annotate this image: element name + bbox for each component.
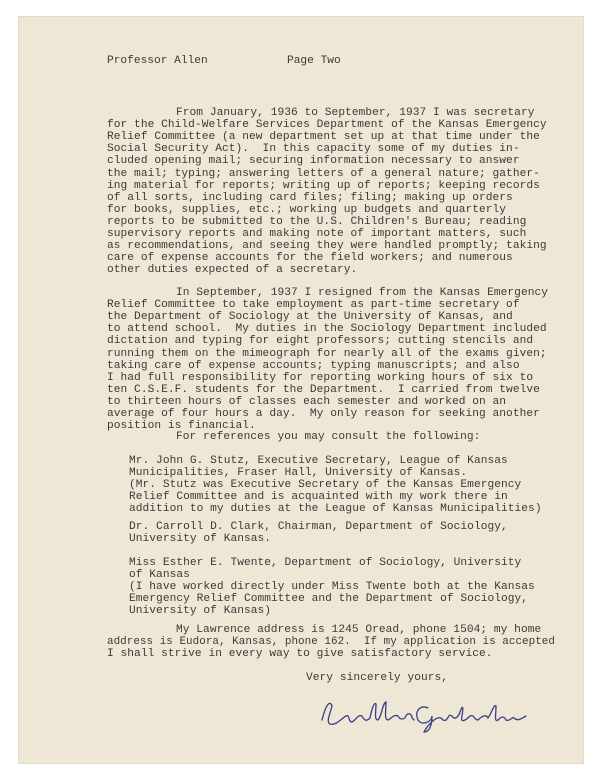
- text-line: In September, 1937 I resigned from the Kansas Emergency: [176, 287, 548, 299]
- text-line: the Department of Sociology at the University of Kansas, and: [107, 311, 513, 324]
- text-line: Municipalities, Fraser Hall, University of Kansas.: [129, 467, 468, 480]
- text-line: I had full responsibility for reporting working hours of six to: [107, 371, 534, 384]
- page-number: Page Two: [287, 55, 341, 67]
- text-line: the mail; typing; answering letters of a general nature; gather-: [107, 167, 540, 180]
- text-line: (I have worked directly under Miss Twente both at the Kansas: [129, 581, 535, 594]
- text-line: dictation and typing for eight professors; cutting stencils and: [107, 335, 534, 348]
- text-line: Relief Committee to take employment as part-time secretary of: [107, 299, 520, 312]
- text-line: University of Kansas): [129, 605, 272, 618]
- text-line: to attend school. My duties in the Sociology Department included: [107, 323, 547, 336]
- text-line: I shall strive in every way to give satisfactory service.: [107, 648, 493, 661]
- text-line: Mr. John G. Stutz, Executive Secretary, League of Kansas: [129, 455, 508, 467]
- text-line: care of expense accounts for the field workers; and numerous: [107, 252, 513, 265]
- text-line: Miss Esther E. Twente, Department of Sociology, University: [129, 557, 522, 569]
- text-line: of all sorts, including card files; filing; making up orders: [107, 191, 513, 204]
- text-line: average of four hours a day. My only reason for seeking another: [107, 408, 540, 420]
- text-line: as recommendations, and seeing they were handled promptly; taking: [107, 240, 547, 253]
- text-line: address is Eudora, Kansas, phone 162. If my application is accepted: [107, 636, 555, 649]
- text-line: of Kansas: [129, 569, 190, 582]
- text-line: other duties expected of a secretary.: [107, 264, 358, 277]
- text-line: cluded opening mail; securing information necessary to answer: [107, 155, 520, 168]
- signature: [316, 694, 536, 734]
- text-line: Very sincerely yours,: [306, 672, 449, 684]
- addressee: Professor Allen: [107, 55, 208, 67]
- text-line: taking care of expense accounts; typing manuscripts; and also: [107, 359, 520, 372]
- text-line: From January, 1936 to September, 1937 I was secretary: [176, 107, 535, 119]
- text-line: position is financial.: [107, 420, 256, 433]
- text-line: University of Kansas.: [129, 533, 272, 546]
- signature-stroke: [322, 702, 414, 724]
- text-line: ten C.S.E.F. students for the Department. I carried from twelve: [107, 383, 540, 396]
- text-line: running them on the mimeograph for nearly all of the exams given;: [107, 347, 547, 360]
- text-line: Dr. Carroll D. Clark, Chairman, Department of Sociology,: [129, 521, 508, 533]
- text-line: addition to my duties at the League of Kansas Municipalities): [129, 503, 542, 516]
- text-line: for the Child-Welfare Services Department of the Kansas Emergency: [107, 119, 547, 132]
- text-line: My Lawrence address is 1245 Oread, phone 1504; my home: [176, 624, 542, 636]
- text-line: for books, supplies, etc.; working up budgets and quarterly: [107, 203, 507, 216]
- text-line: supervisory reports and making note of important matters, such: [107, 228, 527, 240]
- text-line: Emergency Relief Committee and the Department of Sociology,: [129, 593, 529, 606]
- text-line: Relief Committee (a new department set up at that time under the: [107, 131, 540, 144]
- text-line: Relief Committee and is acquainted with my work there in: [129, 491, 508, 504]
- text-line: Social Security Act). In this capacity some of my duties in-: [107, 143, 520, 156]
- text-line: reports to be submitted to the U.S. Children's Bureau; reading: [107, 215, 527, 228]
- text-line: For references you may consult the following:: [176, 431, 481, 443]
- text-line: to thirteen hours of classes each semester and worked on an: [107, 395, 507, 408]
- text-line: ing material for reports; writing up of reports; keeping records: [107, 179, 540, 192]
- signature-stroke: [417, 706, 526, 732]
- text-line: (Mr. Stutz was Executive Secretary of the Kansas Emergency: [129, 479, 522, 492]
